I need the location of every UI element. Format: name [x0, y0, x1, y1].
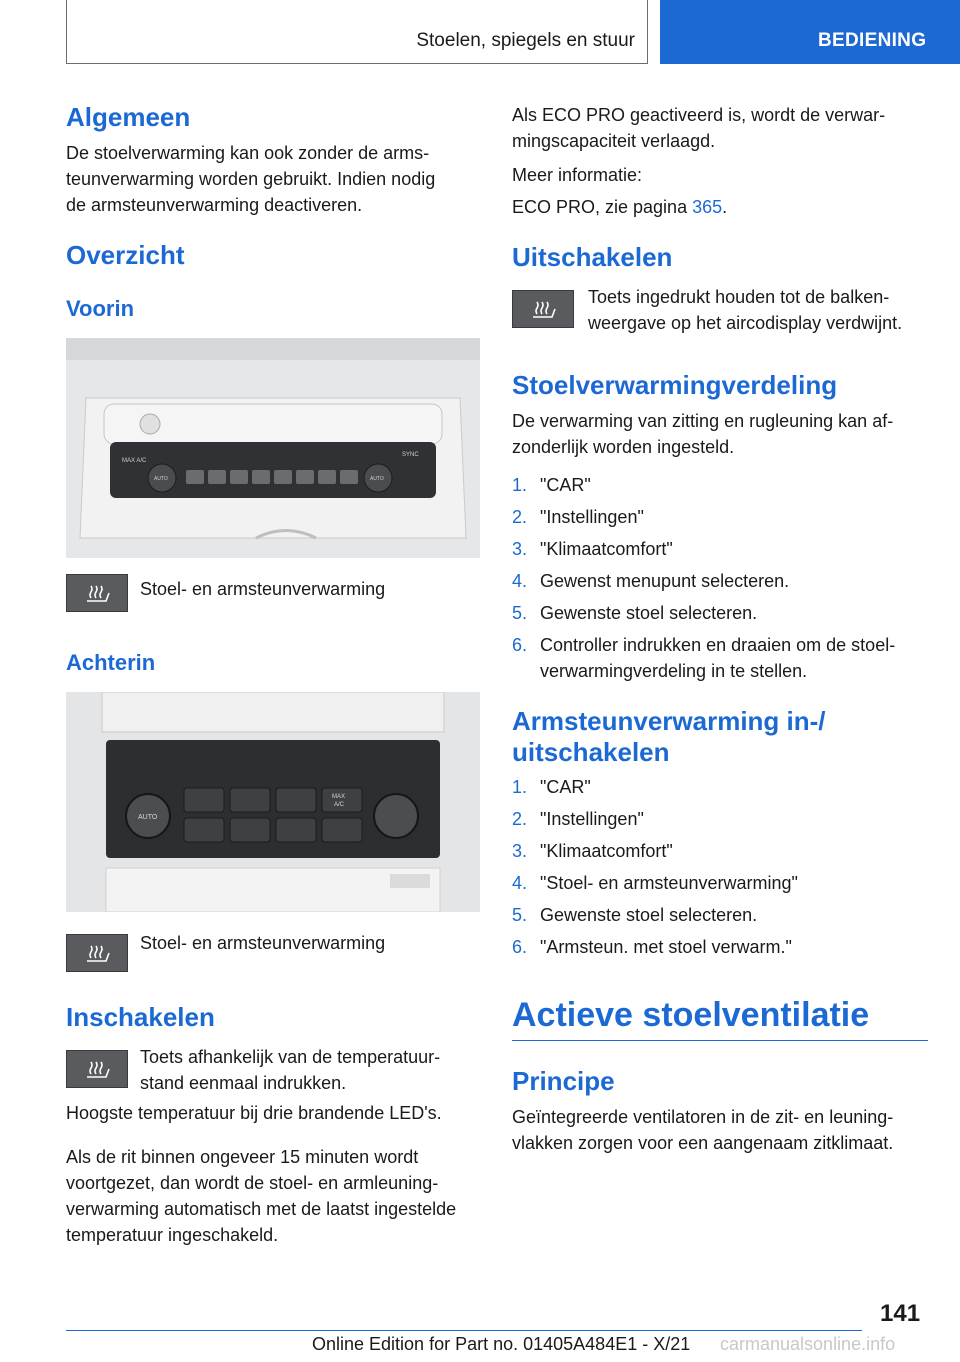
heading-uitschakelen: Uitschakelen — [512, 242, 673, 272]
page-number: 141 — [880, 1300, 921, 1327]
step-number: 6. — [512, 937, 528, 957]
eco-line-2: mingscapaciteit verlaagd. — [512, 131, 716, 151]
step-number: 3. — [512, 539, 528, 559]
algemeen-line-3: de armsteunverwarming deactiveren. — [66, 195, 363, 215]
section-divider — [512, 1040, 928, 1041]
step-number: 3. — [512, 841, 528, 861]
heading-ventilatie: Actieve stoelventilatie — [512, 996, 870, 1034]
inschakelen-icon-text — [140, 1044, 440, 1096]
step-text: "Armsteun. met stoel verwarm." — [540, 937, 792, 957]
achterin-caption: Stoel- en armsteunverwarming — [140, 933, 386, 953]
heading-verdeling: Stoelverwarmingverdeling — [512, 370, 838, 400]
algemeen-line-2: teunverwarming worden gebruikt. Indien nodig — [66, 169, 436, 189]
voorin-caption: Stoel- en armsteunverwarming — [140, 579, 386, 599]
armsteun-title-line-1: Armsteunverwarming in-/ — [512, 706, 826, 736]
rear-climate-panel-image — [66, 692, 480, 912]
step-text: "Klimaatcomfort" — [540, 841, 673, 861]
uitschakelen-icon-text — [588, 284, 902, 336]
seat-heating-button-icon — [66, 574, 128, 612]
heading-armsteun — [512, 706, 826, 768]
front-label-auto-right: AUTO — [370, 476, 384, 482]
front-climate-panel-image — [66, 338, 480, 558]
meer-info: Meer informatie: — [512, 165, 643, 185]
heading-principe: Principe — [512, 1066, 615, 1096]
uitschakelen-line-2: weergave op het aircodisplay verdwijnt. — [588, 313, 903, 333]
step-number: 5. — [512, 603, 528, 623]
eco-reference — [512, 194, 727, 220]
verdeling-step-6-cont: verwarmingverdeling in te stellen. — [540, 661, 808, 681]
principe-line-1: Geïntegreerde ventilatoren in de zit- en leuning- — [512, 1107, 894, 1127]
step-text: Gewenste stoel selecteren. — [540, 905, 758, 925]
inschakelen-p2-line-1: Als de rit binnen ongeveer 15 minuten wordt — [66, 1147, 419, 1167]
front-label-auto-left: AUTO — [154, 476, 168, 482]
step-number: 5. — [512, 905, 528, 925]
header-section-box — [660, 0, 960, 64]
inschakelen-icon-line-1: Toets afhankelijk van de temperatuur- — [140, 1047, 441, 1067]
uitschakelen-line-1: Toets ingedrukt houden tot de balken- — [588, 287, 890, 307]
inschakelen-p2-line-4: temperatuur ingeschakeld. — [66, 1225, 279, 1245]
rear-label-ac: A/C — [334, 802, 345, 808]
seat-heating-button-icon-rear — [66, 934, 128, 972]
verdeling-line-1: De verwarming van zitting en rugleuning kan af- — [512, 411, 894, 431]
principe-line-2: vlakken zorgen voor een aangenaam zitklimaat. — [512, 1133, 894, 1153]
algemeen-line-1: De stoelverwarming kan ook zonder de arms- — [66, 143, 430, 163]
step-number: 2. — [512, 809, 528, 829]
step-number: 4. — [512, 571, 528, 591]
verdeling-text — [512, 408, 893, 460]
step-text: "Stoel- en armsteunverwarming" — [540, 873, 798, 893]
inschakelen-p2 — [66, 1144, 456, 1248]
algemeen-text — [66, 140, 486, 218]
eco-line-1: Als ECO PRO geactiveerd is, wordt de verwar- — [512, 105, 886, 125]
step-text: "Klimaatcomfort" — [540, 539, 673, 559]
eco-text — [512, 102, 885, 154]
step-text: "CAR" — [540, 777, 591, 797]
step-text: "Instellingen" — [540, 809, 644, 829]
eco-ref-suffix: . — [722, 197, 728, 217]
heading-achterin: Achterin — [66, 650, 156, 675]
eco-ref-prefix: ECO PRO, zie pagina — [512, 197, 693, 217]
step-number: 1. — [512, 475, 528, 495]
inschakelen-icon-line-2: stand eenmaal indrukken. — [140, 1073, 347, 1093]
heading-inschakelen: Inschakelen — [66, 1002, 215, 1032]
header-chapter-box — [66, 0, 648, 64]
seat-heating-button-icon-off — [512, 290, 574, 328]
inschakelen-p2-line-2: voortgezet, dan wordt de stoel- en armleuning- — [66, 1173, 439, 1193]
front-label-maxac: MAX A/C — [122, 458, 147, 464]
verdeling-line-2: zonderlijk worden ingesteld. — [512, 437, 735, 457]
principe-text — [512, 1104, 893, 1156]
step-text: "Instellingen" — [540, 507, 644, 527]
rear-label-max: MAX — [332, 794, 346, 800]
footer-rule — [66, 1330, 862, 1331]
header-chapter: Stoelen, spiegels en stuur — [416, 30, 635, 51]
footer-edition: Online Edition for Part no. 01405A484E1 - X/21 — [312, 1334, 691, 1354]
rear-label-auto: AUTO — [138, 814, 158, 821]
heading-overzicht: Overzicht — [66, 240, 185, 270]
seat-heating-button-icon-on — [66, 1050, 128, 1088]
footer-watermark: carmanualsonline.info — [720, 1334, 896, 1354]
heading-algemeen: Algemeen — [66, 102, 191, 132]
step-text: Gewenst menupunt selecteren. — [540, 571, 790, 591]
heading-voorin: Voorin — [66, 296, 135, 321]
inschakelen-p1: Hoogste temperatuur bij drie brandende LED's. — [66, 1103, 442, 1123]
eco-page-link[interactable]: 365 — [692, 197, 723, 217]
armsteun-title-line-2: uitschakelen — [512, 737, 670, 767]
front-label-sync: SYNC — [402, 452, 419, 458]
step-number: 1. — [512, 777, 528, 797]
step-number: 6. — [512, 635, 528, 655]
step-text: Gewenste stoel selecteren. — [540, 603, 758, 623]
step-number: 4. — [512, 873, 528, 893]
step-text: "CAR" — [540, 475, 591, 495]
inschakelen-p2-line-3: verwarming automatisch met de laatst ingestelde — [66, 1199, 457, 1219]
header-section: BEDIENING — [818, 30, 927, 51]
step-number: 2. — [512, 507, 528, 527]
step-text: Controller indrukken en draaien om de stoel- — [540, 635, 896, 655]
